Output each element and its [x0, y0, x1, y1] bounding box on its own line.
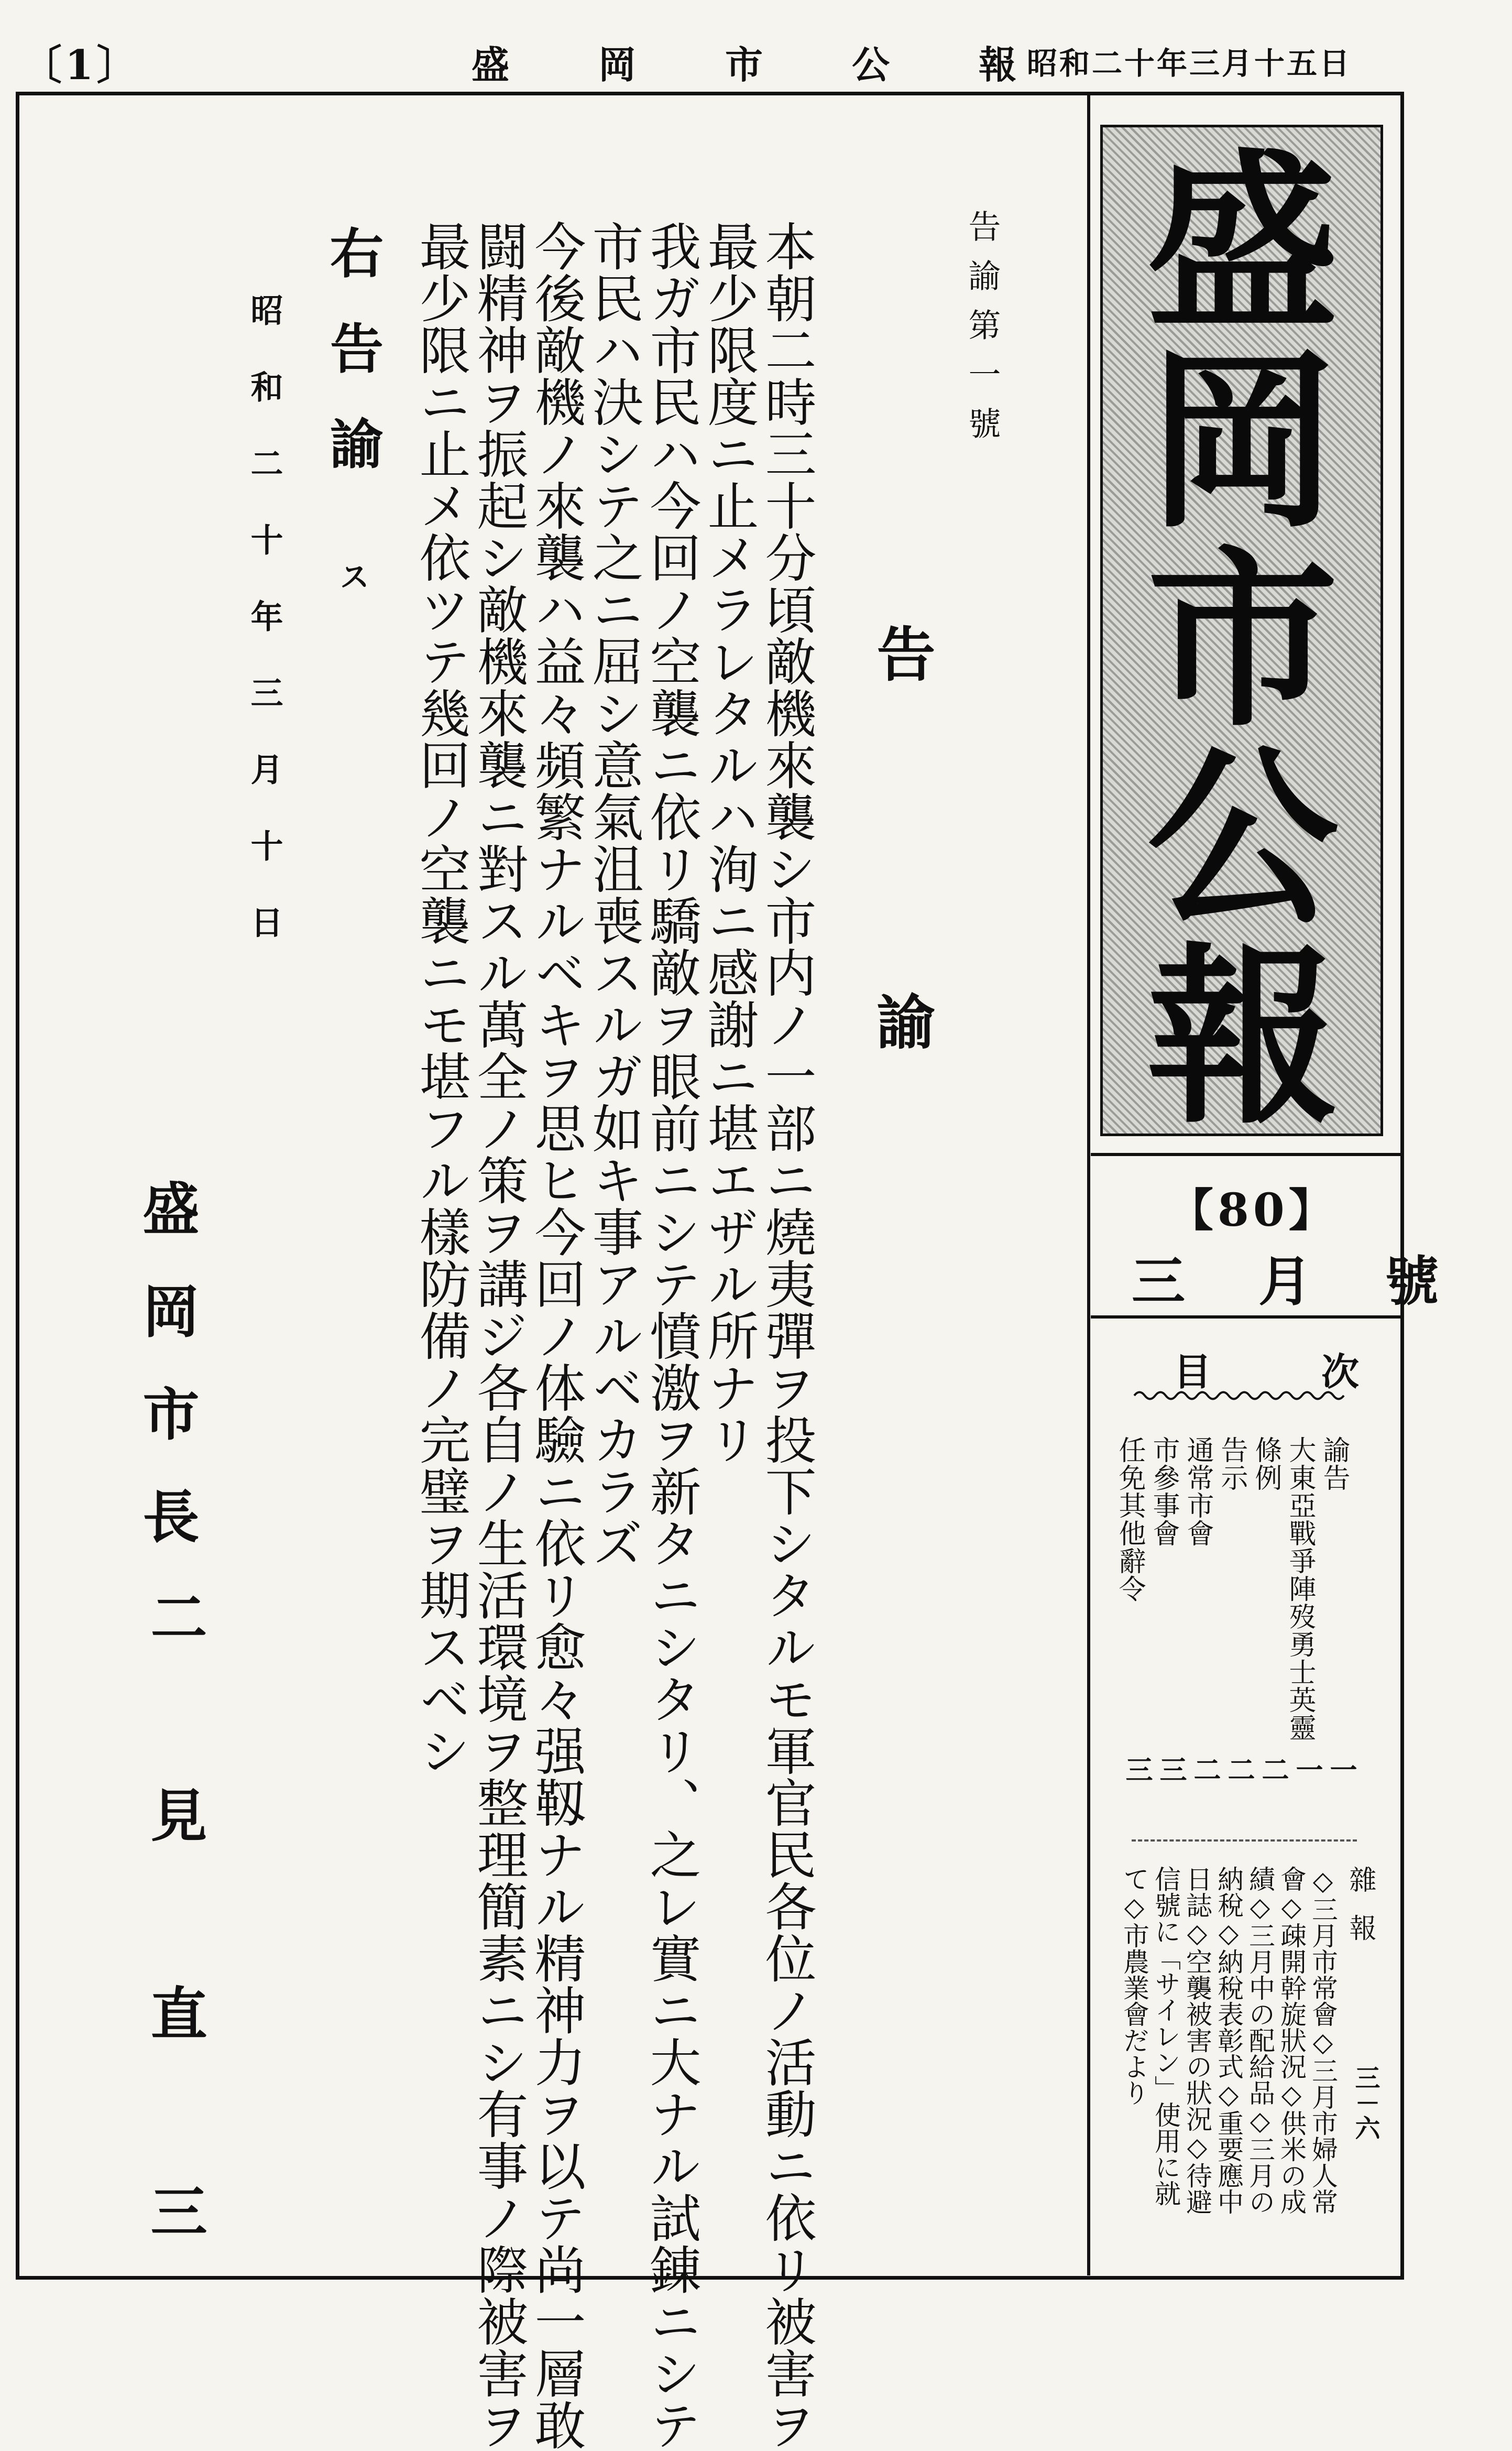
toc-entry: 任免其他辭令	[1114, 1436, 1145, 1603]
toc-entry-page: 二	[1257, 1756, 1289, 1783]
notice-body-line: 我ガ市民ハ今回ノ空襲ニ依リ驕敵ヲ眼前ニシテ憤激ヲ新タニシタリ、之レ實ニ大ナル試錬ニシテ	[641, 220, 701, 2451]
misc-article-line: ◇三月市常會◇三月市婦人常	[1308, 1866, 1338, 2215]
masthead-title: 盛岡市公報	[1115, 141, 1340, 1135]
misc-article-line: 信號に「サイレン」使用に就	[1151, 1866, 1181, 2206]
toc-separator	[1132, 1839, 1357, 1842]
page-number: 〔1〕	[21, 41, 141, 89]
signature-office: 盛岡市長	[133, 1179, 199, 1590]
toc-wave-ornament	[1134, 1389, 1349, 1402]
running-publication-title: 盛岡市公報	[472, 42, 1106, 87]
toc-entry-page: 三	[1155, 1756, 1187, 1783]
toc-entry-page: 三	[1121, 1756, 1153, 1783]
notice-body-line: 最少限度ニ止メラレタルハ洵ニ感謝ニ堪エザル所ナリ	[698, 220, 759, 1465]
closing-suffix: ス	[334, 561, 370, 591]
toc-entry: 告示	[1216, 1436, 1247, 1491]
toc-entry: 通常市會	[1182, 1436, 1213, 1547]
running-date: 昭和二十年三月十五日	[1027, 46, 1352, 81]
issue-month: 三月號	[1132, 1250, 1512, 1313]
misc-pages: 三－六	[1351, 2065, 1380, 2140]
toc-entry-page: 一	[1291, 1756, 1323, 1783]
issue-rule	[1091, 1315, 1404, 1319]
misc-article-line: 納稅◇納稅表彰式◇重要應中	[1213, 1866, 1244, 2215]
toc-entry: 條例	[1250, 1436, 1281, 1491]
notice-body-line: 今後敵機ノ來襲ハ益々頻繁ナルベキヲ思ヒ今回ノ体驗ニ依リ愈々强靱ナル精神力ヲ以テ尚一層敢	[525, 220, 586, 2451]
toc-entry: 大東亞戰爭陣歿勇士英靈	[1284, 1436, 1316, 1741]
toc-heading: 目次	[1174, 1349, 1470, 1394]
toc-entry: 諭告	[1318, 1436, 1350, 1491]
notice-body-line: 闘精神ヲ振起シ敵機來襲ニ對スル萬全ノ策ヲ講ジ各自ノ生活環境ヲ整理簡素ニシ有事ノ際被害ヲ	[468, 220, 528, 2451]
toc-entry-page: 一	[1325, 1756, 1357, 1783]
notice-body-line: 最少限ニ止メ依ツテ幾回ノ空襲ニモ堪フル樣防備ノ完璧ヲ期スベシ	[410, 220, 470, 1777]
misc-article-line: 日誌◇空襲被害の狀況◇待避	[1182, 1866, 1212, 2215]
misc-article-line: 會◇疎開幹旋狀況◇供米の成	[1276, 1866, 1307, 2215]
notice-body-line: 本朝二時三十分頃敵機來襲シ市内ノ一部ニ燒夷彈ヲ投下シタルモ軍官民各位ノ活動ニ依リ被害ヲ	[756, 220, 816, 2451]
masthead-rule	[1091, 1153, 1404, 1156]
column-divider	[1087, 95, 1090, 2275]
toc-entry-page: 二	[1189, 1756, 1221, 1783]
toc-entry: 市參事會	[1148, 1436, 1179, 1547]
notice-date: 昭和二十年三月十日	[245, 293, 283, 982]
notice-heading: 告諭	[867, 624, 936, 1359]
misc-article-line: て◇市農業會だより	[1119, 1866, 1149, 2106]
closing-phrase: 右告諭	[321, 225, 384, 511]
misc-article-line: 績◇三月中の配給品◇三月の	[1245, 1866, 1275, 2215]
misc-heading: 雜報	[1344, 1866, 1376, 1962]
notice-body-line: 市民ハ決シテ之ニ屈シ意氣沮喪スルガ如キ事アルベカラズ	[583, 220, 643, 1569]
notice-number: 告諭第一號	[963, 210, 1001, 456]
toc-entry-page: 二	[1223, 1756, 1255, 1783]
signature-name: 二見直三	[141, 1588, 207, 2380]
issue-number: 【80】	[1168, 1184, 1338, 1237]
